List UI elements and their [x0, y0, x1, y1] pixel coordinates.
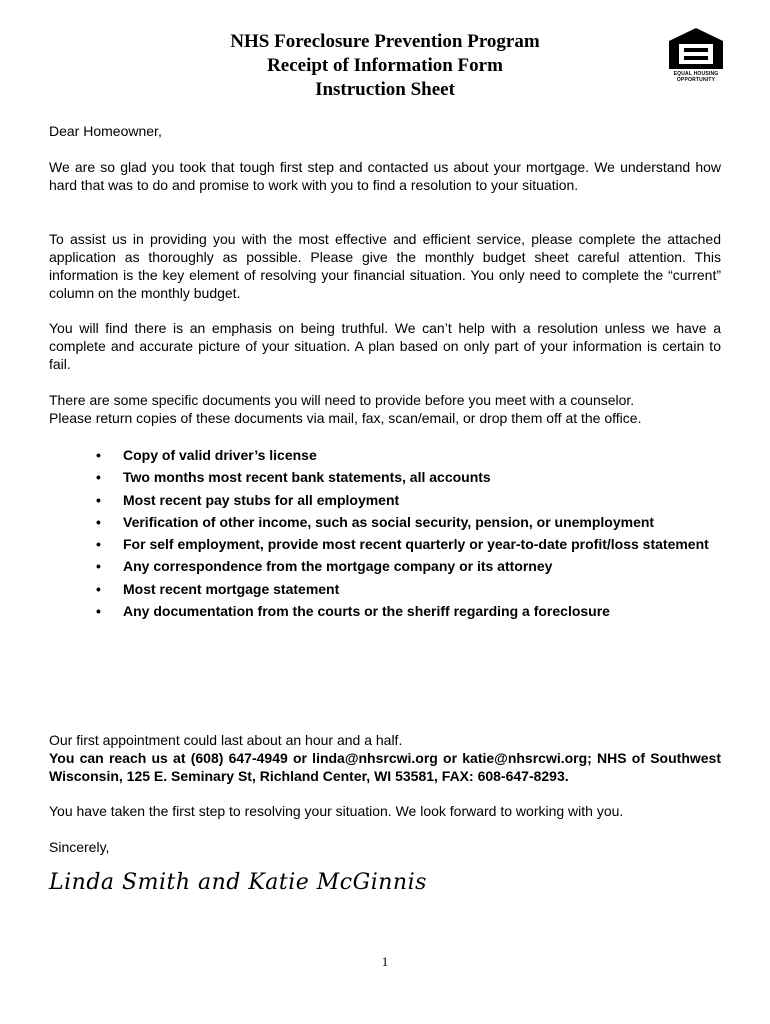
greeting: Dear Homeowner,: [49, 123, 162, 139]
paragraph-documents: [49, 391, 721, 427]
list-item: [96, 600, 721, 622]
list-item-text: Any correspondence from the mortgage company or its attorney: [123, 558, 553, 575]
paragraph-truthful: You will find there is an emphasis on being truthful. We can’t help with a resolution unless we have a complete and accurate picture of your situation. A plan based on only part of your information is certain to fail.: [49, 320, 721, 372]
list-item-text: Most recent mortgage statement: [123, 580, 340, 597]
list-item: [96, 511, 721, 533]
list-item: [96, 466, 721, 488]
list-item: [96, 555, 721, 577]
paragraph-intro: We are so glad you took that tough first step and contacted us about your mortgage. We understand how hard that was to do and promise to work with you to find a resolution to your situation.: [49, 159, 721, 193]
paragraph-documents-line2: Please return copies of these documents via mail, fax, scan/email, or drop them off at the office.: [49, 410, 642, 426]
signature: Linda Smith and Katie McGinnis: [49, 870, 427, 895]
paragraph-application: To assist us in providing you with the most effective and efficient service, please complete the attached application as thoroughly as possible. Please give the monthly budget sheet careful attention. This information is the key element of resolving your financial situation. You only need to complete the “current” column on the monthly budget.: [49, 231, 721, 301]
list-item-text: Two months most recent bank statements, all accounts: [123, 469, 491, 486]
sign-off: Sincerely,: [49, 839, 110, 855]
list-item-text: Any documentation from the courts or the sheriff regarding a foreclosure: [123, 603, 610, 620]
bullet-icon: •: [96, 447, 101, 463]
list-item: [96, 533, 721, 555]
document-title: [150, 30, 620, 102]
logo-text-equal-housing: EQUAL HOUSING: [673, 71, 719, 77]
title-line-form: Receipt of Information Form: [267, 55, 503, 76]
bullet-icon: •: [96, 469, 101, 486]
logo-text-opportunity: OPPORTUNITY: [676, 77, 716, 83]
closing-statement: You have taken the first step to resolving your situation. We look forward to working with you.: [49, 803, 624, 819]
bullet-icon: •: [96, 536, 101, 553]
page-number: 1: [381, 954, 389, 969]
bullet-icon: •: [96, 491, 101, 508]
equal-housing-logo: [666, 27, 726, 87]
equal-housing-opportunity-icon: [667, 27, 725, 71]
bullet-icon: •: [96, 603, 101, 620]
bullet-icon: •: [96, 580, 101, 597]
list-item-text: Copy of valid driver’s license: [123, 447, 317, 463]
appointment-note: Our first appointment could last about an hour and a half.: [49, 732, 403, 748]
required-documents-list: [96, 444, 721, 622]
bullet-icon: •: [96, 513, 101, 530]
list-item-text: Verification of other income, such as social security, pension, or unemployment: [123, 513, 655, 530]
list-item-text: For self employment, provide most recent quarterly or year-to-date profit/loss statement: [123, 536, 709, 553]
paragraph-documents-line1: There are some specific documents you will need to provide before you meet with a counselor.: [49, 392, 635, 408]
list-item-text: Most recent pay stubs for all employment: [123, 491, 400, 508]
list-item: [96, 578, 721, 600]
title-line-sheet: Instruction Sheet: [315, 79, 455, 100]
title-line-program: NHS Foreclosure Prevention Program: [230, 31, 540, 52]
contact-information: You can reach us at (608) 647-4949 or linda@nhsrcwi.org or katie@nhsrcwi.org; NHS of Southwest Wisconsin, 125 E. Seminary St, Richland Center, WI 53581, FAX: 608-647-8293.: [49, 750, 721, 784]
list-item: [96, 489, 721, 511]
bullet-icon: •: [96, 558, 101, 575]
list-item: [96, 444, 721, 466]
